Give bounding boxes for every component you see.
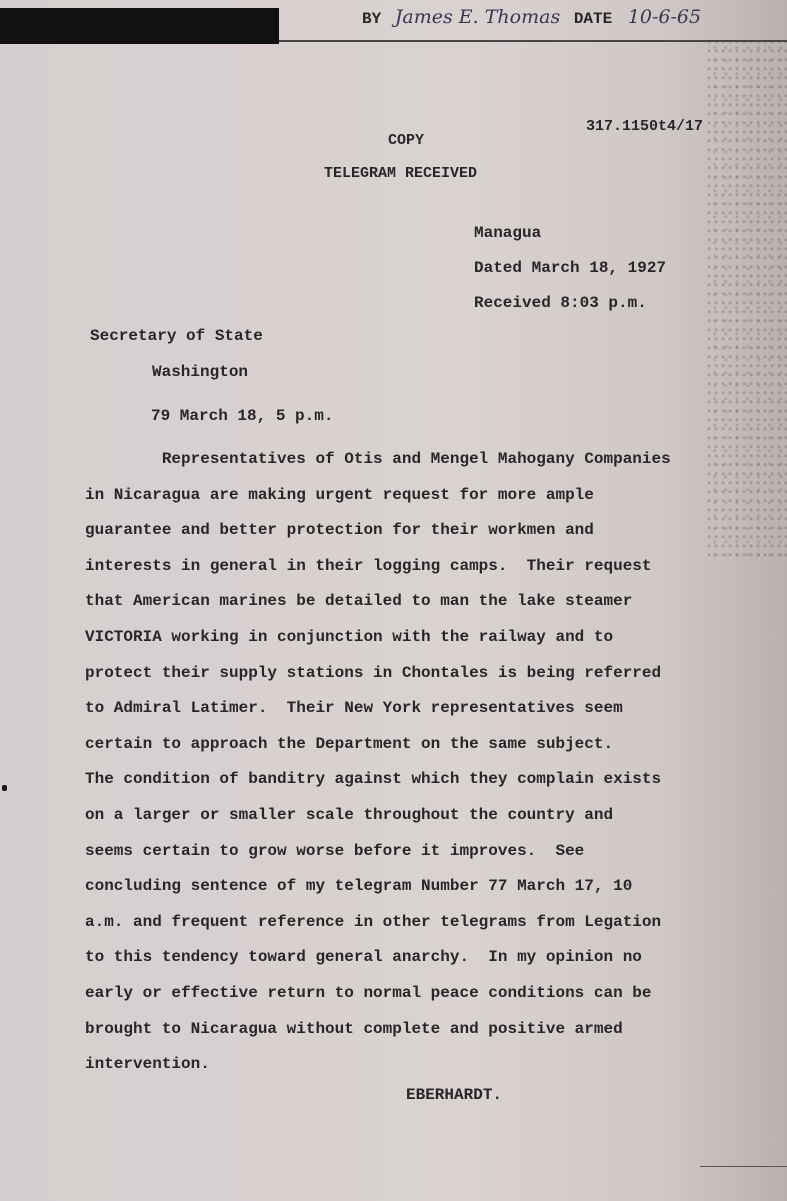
sender-signature: EBERHARDT.: [406, 1086, 503, 1104]
telegram-received-label: TELEGRAM RECEIVED: [324, 165, 478, 182]
addressee-block: [90, 318, 263, 390]
declassification-date: 10-6-65: [627, 6, 702, 28]
origin-received: Received 8:03 p.m.: [474, 294, 647, 312]
date-label: DATE: [573, 10, 613, 28]
addressee-line2: Washington: [152, 363, 249, 381]
telegram-reference: 79 March 18, 5 p.m.: [151, 407, 334, 425]
file-number: 317.1150t4/17: [586, 118, 704, 135]
declassification-stamp: [362, 6, 701, 28]
footer-rule: [700, 1166, 787, 1167]
by-label: BY: [362, 10, 382, 28]
telegram-body: Representatives of Otis and Mengel Mahogany Companies in Nicaragua are making urgent request for more ample guarantee and better protection for their workmen and interests in general in their logging camps. Their request that American marines be detailed to man the lake steamer VICTORIA working in conjunction with the railway and to protect their supply stations in Chontales is being referred to Admiral Latimer. Their New York representatives seem certain to approach the Department on the same subject. The condition of banditry against which they complain exists on a larger or smaller scale throughout the country and seems certain to grow worse before it improves. See concluding sentence of my telegram Number 77 March 17, 10 a.m. and frequent reference in other telegrams from Legation to this tendency toward general anarchy. In my opinion no early or effective return to normal peace conditions can be brought to Nicaragua without complete and positive armed intervention.: [85, 450, 671, 1074]
redaction-bar: [0, 8, 279, 44]
origin-dated: Dated March 18, 1927: [474, 259, 667, 277]
origin-place: Managua: [474, 224, 542, 242]
copy-label: COPY: [388, 132, 425, 149]
origin-block: [474, 216, 666, 321]
margin-mark: [2, 785, 7, 791]
addressee-line1: Secretary of State: [90, 327, 263, 345]
header-rule: [279, 40, 787, 42]
declassifier-signature: James E. Thomas: [394, 6, 561, 28]
